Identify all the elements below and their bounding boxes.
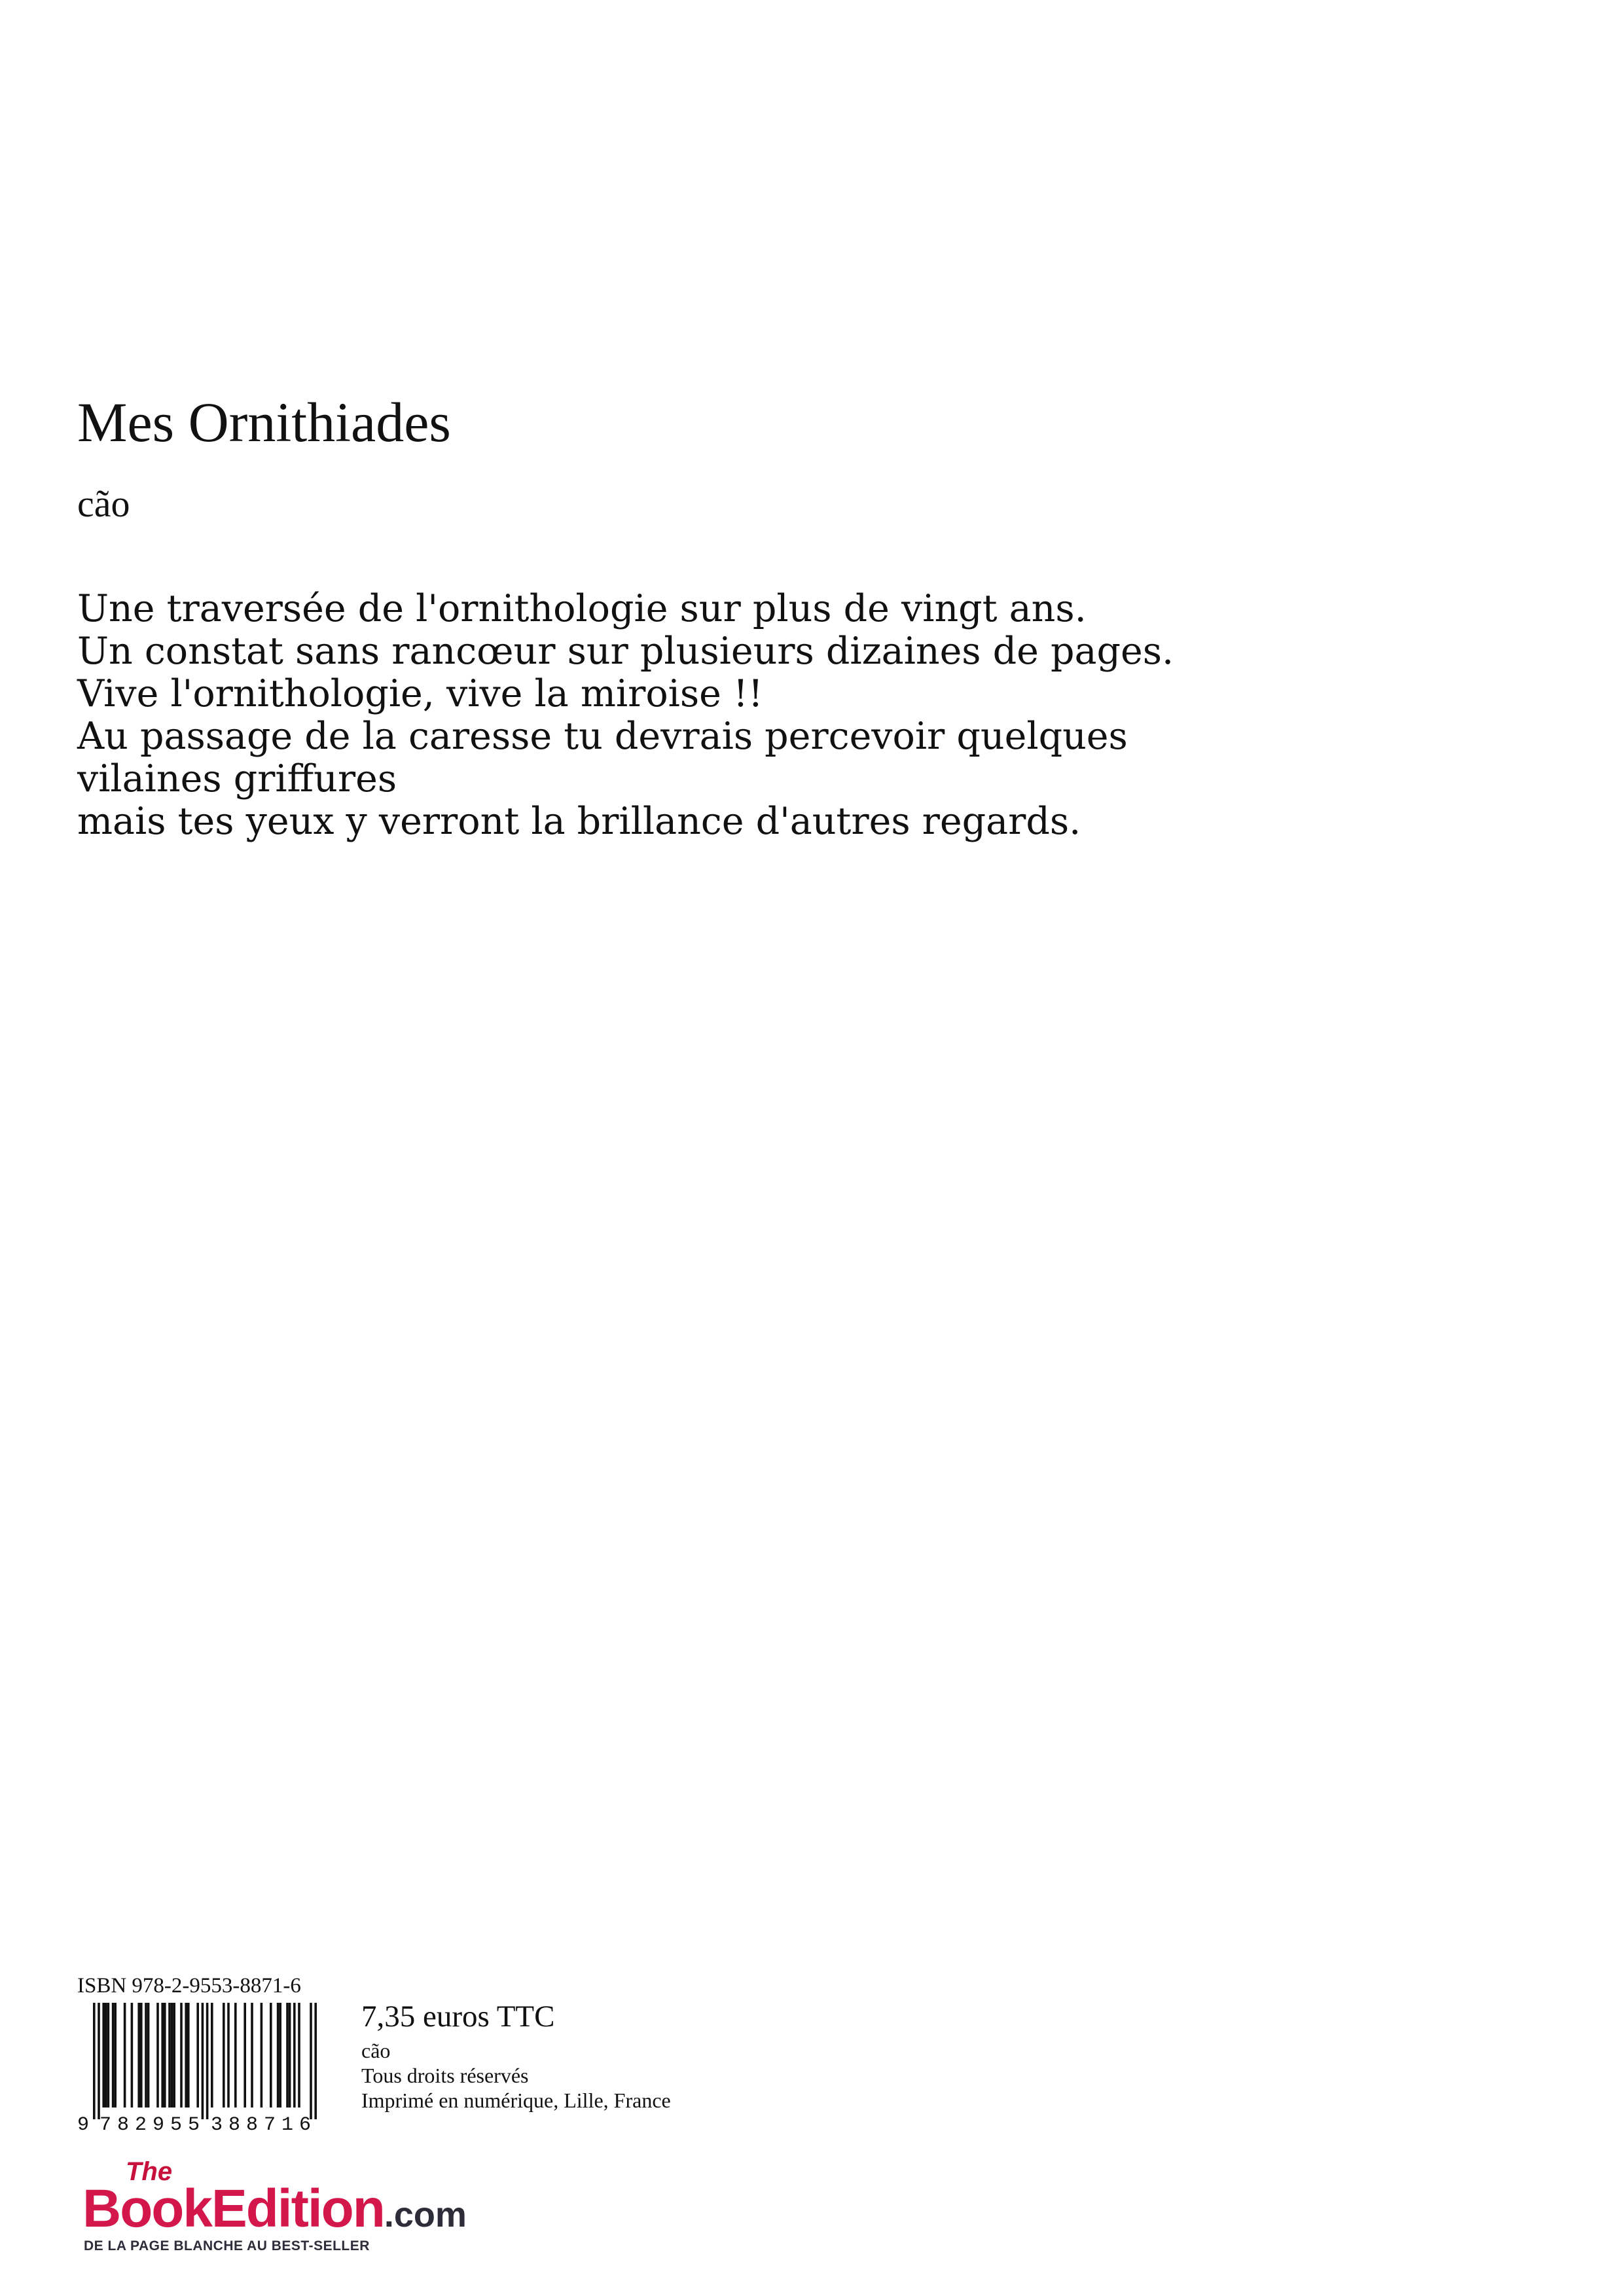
barcode-bar	[244, 2003, 246, 2108]
price: 7,35 euros TTC	[361, 2000, 555, 2034]
publication-info	[361, 2038, 671, 2113]
blurb-line: mais tes yeux y verront la brillance d'autres regards.	[77, 800, 1081, 843]
back-cover-blurb	[77, 588, 1386, 843]
barcode-bar	[140, 2003, 143, 2108]
barcode-bar	[270, 2003, 272, 2108]
barcode-bar	[202, 2003, 204, 2119]
barcode-bar	[289, 2003, 291, 2108]
barcode-bar	[171, 2003, 173, 2108]
barcode-bar	[223, 2003, 225, 2108]
barcode-bar	[124, 2003, 126, 2108]
barcode-bar	[107, 2003, 110, 2108]
barcode-digits-right: 388716	[211, 2114, 317, 2134]
barcode-bar	[112, 2003, 115, 2108]
barcode-bar	[147, 2003, 150, 2108]
barcode-bar	[164, 2003, 166, 2108]
barcode-bar	[114, 2003, 117, 2108]
barcode-bar	[261, 2003, 263, 2108]
logo-the: The	[126, 2157, 173, 2186]
barcode-bar	[98, 2003, 100, 2119]
logo-wordmark	[82, 2179, 467, 2244]
blurb-line: Un constat sans rancœur sur plusieurs dizaines de pages.	[77, 630, 1174, 673]
barcode-bar	[251, 2003, 253, 2108]
barcode-bar	[105, 2003, 107, 2108]
logo-name: BookEdition	[82, 2179, 384, 2238]
logo-domain: .com	[384, 2195, 467, 2234]
book-title: Mes Ornithiades	[77, 391, 451, 454]
blurb-line: vilaines griffures	[77, 757, 397, 800]
blurb-line: Vive l'ornithologie, vive la miroise !!	[77, 672, 763, 715]
logo-tagline: DE LA PAGE BLANCHE AU BEST-SELLER	[84, 2238, 370, 2253]
barcode-bar	[180, 2003, 183, 2108]
barcode-bar	[286, 2003, 289, 2108]
barcode-bar	[173, 2003, 175, 2108]
barcode-bars	[93, 2003, 317, 2119]
barcode-bar	[102, 2003, 105, 2108]
barcode-bar	[279, 2003, 281, 2108]
barcode-bar	[206, 2003, 209, 2119]
barcode-bar	[131, 2003, 134, 2108]
isbn-label: ISBN 978-2-9553-8871-6	[77, 1974, 301, 1998]
barcode-bar	[298, 2003, 300, 2108]
barcode-bar	[196, 2003, 199, 2108]
barcode-bar	[161, 2003, 164, 2108]
barcode-bar	[310, 2003, 312, 2119]
barcode-bar	[293, 2003, 296, 2108]
barcode-bar	[227, 2003, 230, 2108]
barcode-bar	[187, 2003, 190, 2108]
barcode-bar	[277, 2003, 280, 2108]
barcode-bar	[234, 2003, 237, 2108]
barcode-lead-digit: 9	[77, 2114, 90, 2134]
info-rights: Tous droits réservés	[361, 2064, 529, 2087]
blurb-line: Au passage de la caresse tu devrais percevoir quelques	[77, 715, 1128, 758]
blurb-line: Une traversée de l'ornithologie sur plus de vingt ans.	[77, 587, 1087, 630]
barcode-bar	[168, 2003, 171, 2108]
barcode	[73, 2003, 329, 2134]
info-printed: Imprimé en numérique, Lille, France	[361, 2089, 671, 2112]
barcode-bar	[211, 2003, 213, 2108]
barcode-bar	[185, 2003, 187, 2108]
barcode-bar	[137, 2003, 140, 2108]
barcode-bar	[314, 2003, 317, 2119]
author-name: cão	[77, 482, 130, 525]
barcode-bar	[145, 2003, 147, 2108]
info-author: cão	[361, 2039, 391, 2062]
barcode-bar	[156, 2003, 159, 2108]
publisher-logo	[82, 2157, 475, 2255]
barcode-bar	[93, 2003, 96, 2119]
barcode-digits-left: 782955	[99, 2114, 206, 2134]
